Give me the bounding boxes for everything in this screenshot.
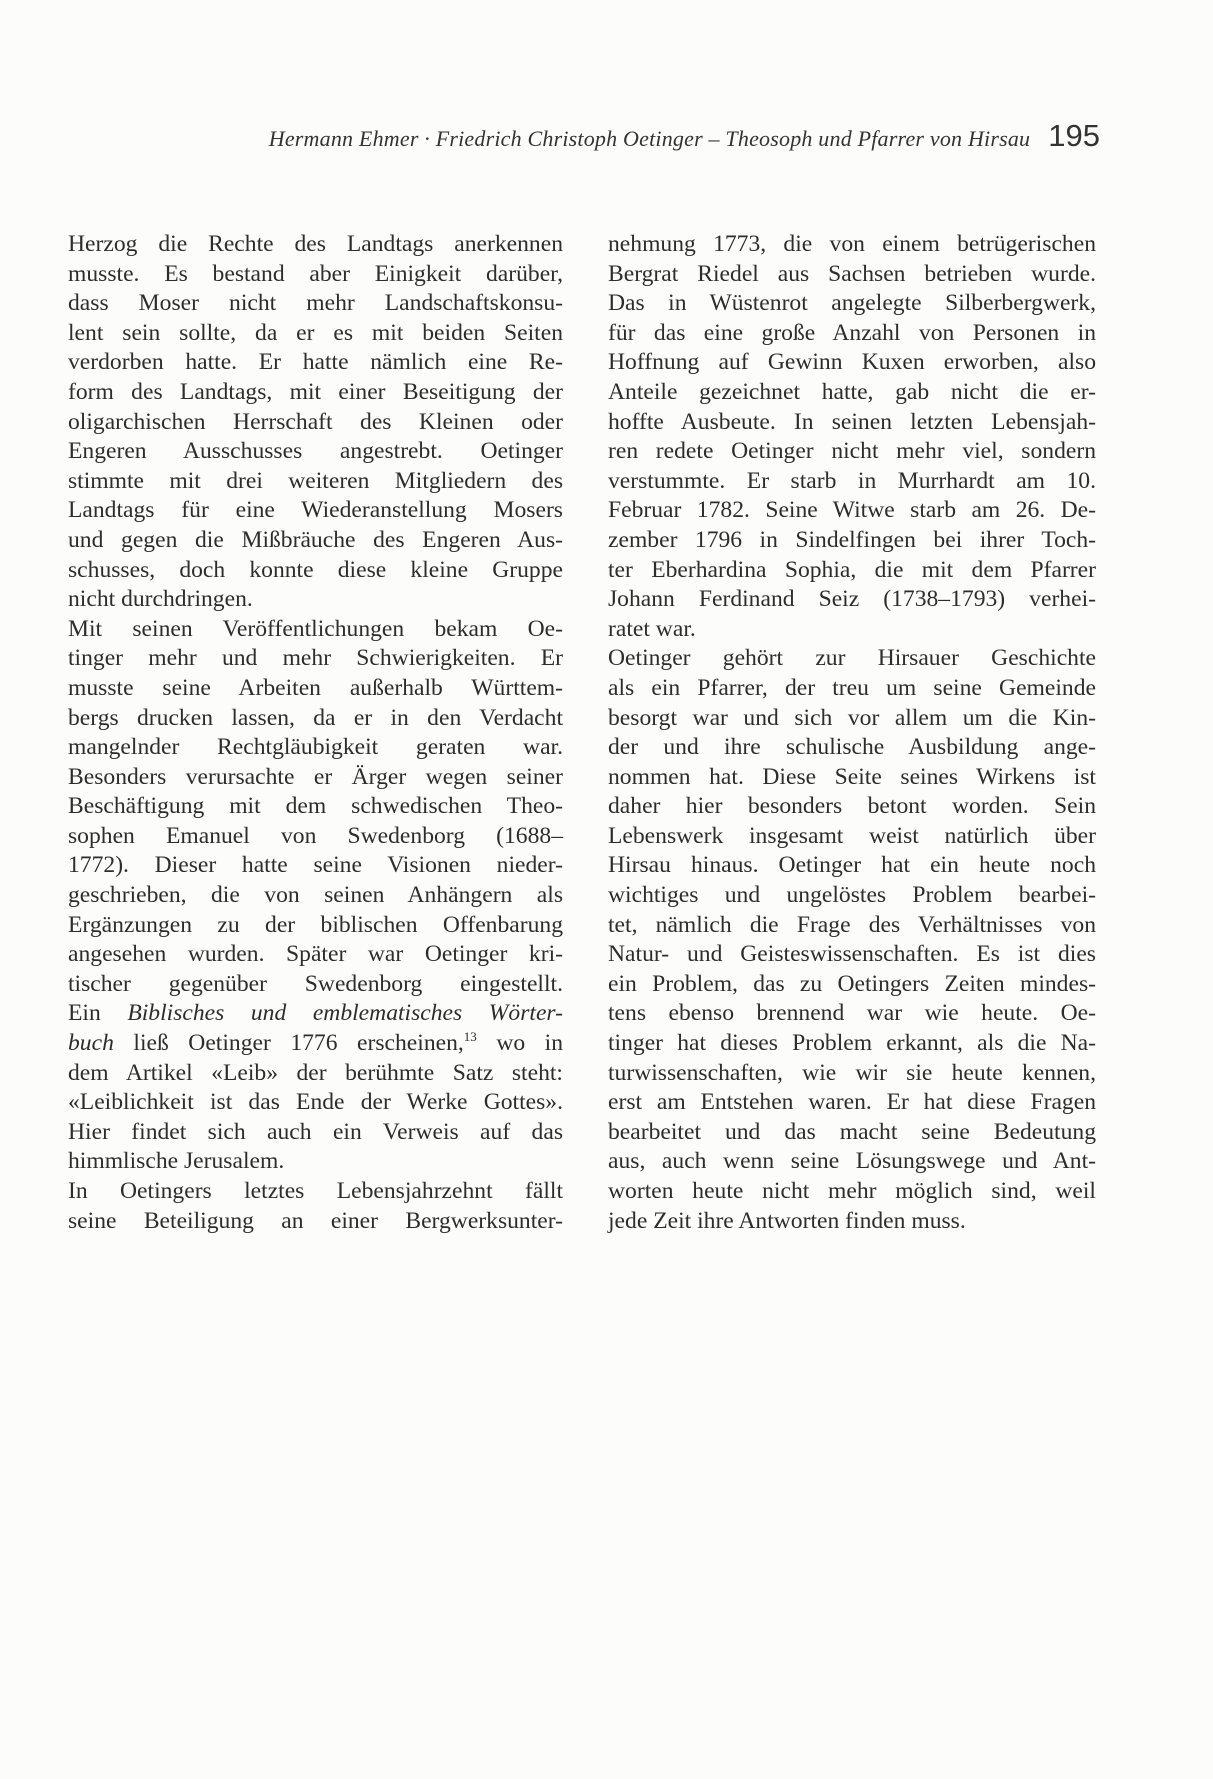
text-line: Ergänzungen zu der biblischen Offenbarung xyxy=(68,911,563,938)
text-line: oligarchischen Herrschaft des Kleinen oder xyxy=(68,408,563,435)
text-line: Beschäftigung mit dem schwedischen Theo- xyxy=(68,793,563,820)
text-line: Hier findet sich auch ein Verweis auf das xyxy=(68,1118,563,1145)
text-line: mangelnder Rechtgläubigkeit geraten war. xyxy=(68,734,563,761)
text-line: Lebenswerk insgesamt weist natürlich über xyxy=(608,822,1096,849)
page-number: 195 xyxy=(1048,118,1100,153)
text-line: Hoffnung auf Gewinn Kuxen erworben, also xyxy=(608,349,1096,376)
text-line: nommen hat. Diese Seite seines Wirkens ist xyxy=(608,763,1096,790)
text-line: verdorben hatte. Er hatte nämlich eine Re- xyxy=(68,349,563,376)
text-line: zember 1796 in Sindelfingen bei ihrer Toch- xyxy=(608,526,1096,553)
text-line: sophen Emanuel von Swedenborg (1688– xyxy=(68,822,563,849)
text-line: daher hier besonders betont worden. Sein xyxy=(608,793,1096,820)
text-segment: ließ Oetinger 1776 erscheinen, xyxy=(133,1030,464,1057)
text-line: seine Beteiligung an einer Bergwerksunter- xyxy=(68,1207,563,1234)
book-title-italic: Biblisches und emblematisches Wörter- xyxy=(127,1000,563,1027)
text-line: tet, nämlich die Frage des Verhältnisses von xyxy=(608,911,1096,938)
text-line: Bergrat Riedel aus Sachsen betrieben wurde. xyxy=(608,260,1096,287)
text-line: ein Problem, das zu Oetingers Zeiten mindes- xyxy=(608,970,1096,997)
right-column xyxy=(608,230,1096,1236)
text-line: schusses, doch konnte diese kleine Gruppe xyxy=(68,556,563,583)
text-line: Johann Ferdinand Seiz (1738–1793) verhei- xyxy=(608,586,1096,613)
text-line: nicht durchdringen. xyxy=(68,586,253,613)
footnote-ref: 13 xyxy=(463,1029,477,1045)
text-line: erst am Entstehen waren. Er hat diese Fragen xyxy=(608,1089,1096,1116)
text-line: Anteile gezeichnet hatte, gab nicht die er- xyxy=(608,378,1096,405)
text-line: dem Artikel «Leib» der berühmte Satz steht: xyxy=(68,1059,563,1086)
word-ein: Ein xyxy=(68,1000,101,1027)
text-line-with-footnote xyxy=(68,1029,563,1059)
text-line: tischer gegenüber Swedenborg eingestellt. xyxy=(68,970,563,997)
text-line: lent sein sollte, da er es mit beiden Seiten xyxy=(68,319,563,346)
text-line: 1772). Dieser hatte seine Visionen nieder- xyxy=(68,852,563,879)
text-line: worten heute nicht mehr möglich sind, weil xyxy=(608,1178,1096,1204)
text-line: hoffte Ausbeute. In seinen letzten Lebensjah- xyxy=(608,408,1096,435)
text-line: ter Eberhardina Sophia, die mit dem Pfarrer xyxy=(608,556,1096,583)
text-line: himmlische Jerusalem. xyxy=(68,1148,285,1175)
text-line: geschrieben, die von seinen Anhängern als xyxy=(68,882,563,909)
text-line: form des Landtags, mit einer Beseitigung der xyxy=(68,378,563,405)
text-line: turwissenschaften, wie wir sie heute kennen, xyxy=(608,1059,1096,1086)
text-line: nehmung 1773, die von einem betrügerischen xyxy=(608,231,1096,257)
text-line: stimmte mit drei weiteren Mitgliedern des xyxy=(68,467,563,494)
text-line: jede Zeit ihre Antworten finden muss. xyxy=(608,1207,966,1234)
text-line: Hirsau hinaus. Oetinger hat ein heute noch xyxy=(608,852,1096,879)
text-segment: wo in xyxy=(496,1030,564,1057)
text-line: Das in Wüstenrot angelegte Silberbergwerk, xyxy=(608,290,1096,317)
text-line: Mit seinen Veröffentlichungen bekam Oe- xyxy=(68,615,563,642)
text-line: angesehen wurden. Später war Oetinger kri- xyxy=(68,941,563,968)
text-line: ren redete Oetinger nicht mehr viel, sondern xyxy=(608,438,1096,465)
left-column xyxy=(68,230,563,1236)
text-line: dass Moser nicht mehr Landschaftskonsu- xyxy=(68,290,563,317)
text-line: und gegen die Mißbräuche des Engeren Aus- xyxy=(68,526,563,553)
text-line: Engeren Ausschusses angestrebt. Oetinger xyxy=(68,438,563,465)
text-line: bearbeitet und das macht seine Bedeutung xyxy=(608,1118,1096,1145)
text-line: der und ihre schulische Ausbildung ange- xyxy=(608,734,1096,761)
running-head xyxy=(150,118,1100,154)
text-line: besorgt war und sich vor allem um die Kin- xyxy=(608,704,1096,731)
text-line: aus, auch wenn seine Lösungswege und Ant- xyxy=(608,1148,1096,1175)
text-line: ratet war. xyxy=(608,615,696,642)
text-line-ein xyxy=(68,999,563,1029)
text-line: musste. Es bestand aber Einigkeit darüber, xyxy=(68,260,563,287)
text-line: Februar 1782. Seine Witwe starb am 26. De- xyxy=(608,497,1096,524)
book-title-italic-cont: buch xyxy=(68,1030,114,1057)
text-line: bergs drucken lassen, da er in den Verdacht xyxy=(68,704,563,731)
text-line: Landtags für eine Wiederanstellung Mosers xyxy=(68,497,563,524)
text-line: Herzog die Rechte des Landtags anerkennen xyxy=(68,231,563,257)
text-line: verstummte. Er starb in Murrhardt am 10. xyxy=(608,467,1096,494)
text-line: tinger mehr und mehr Schwierigkeiten. Er xyxy=(68,645,563,672)
text-line: Natur- und Geisteswissenschaften. Es ist dies xyxy=(608,941,1096,968)
text-line: Oetinger gehört zur Hirsauer Geschichte xyxy=(608,645,1096,672)
text-line: Besonders verursachte er Ärger wegen seiner xyxy=(68,763,563,790)
running-head-title: Hermann Ehmer · Friedrich Christoph Oetinger – Theosoph und Pfarrer von Hirsau xyxy=(268,126,1031,151)
text-line: wichtiges und ungelöstes Problem bearbei- xyxy=(608,882,1096,909)
text-line: tinger hat dieses Problem erkannt, als die Na- xyxy=(608,1030,1096,1057)
text-line: tens ebenso brennend war wie heute. Oe- xyxy=(608,1000,1096,1027)
text-line: für das eine große Anzahl von Personen in xyxy=(608,319,1096,346)
text-line: In Oetingers letztes Lebensjahrzehnt fällt xyxy=(68,1178,563,1204)
text-line: musste seine Arbeiten außerhalb Württem- xyxy=(68,674,563,701)
text-line: als ein Pfarrer, der treu um seine Gemeinde xyxy=(608,674,1096,701)
text-line: «Leiblichkeit ist das Ende der Werke Gottes». xyxy=(68,1089,563,1116)
